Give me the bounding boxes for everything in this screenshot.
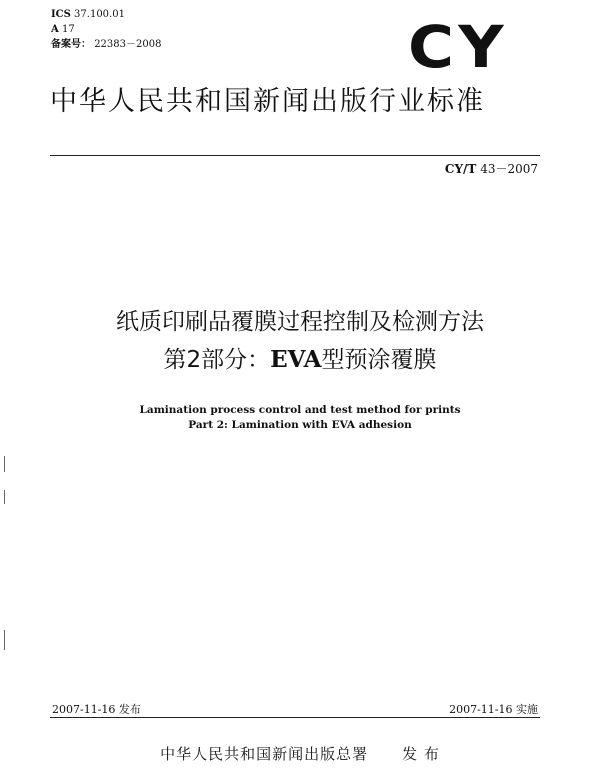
- footer-divider: [50, 717, 540, 718]
- header-title: 中华人民共和国新闻出版行业标准: [50, 86, 485, 117]
- standard-value: 43－2007: [480, 162, 538, 176]
- margin-mark: [4, 490, 5, 504]
- standard-number: [445, 160, 538, 177]
- title-en-line2: Part 2: Lamination with EVA adhesion: [188, 419, 412, 431]
- publisher-action: 发 布: [402, 745, 440, 763]
- issue-date: 2007-11-16 发布: [52, 703, 141, 716]
- publisher-name: 中华人民共和国新闻出版总署: [160, 745, 369, 763]
- margin-mark: [4, 630, 5, 650]
- record-label: 备案号：: [51, 39, 91, 50]
- title-en-line1: Lamination process control and test method for prints: [139, 404, 461, 416]
- standard-prefix: CY/T: [444, 162, 477, 176]
- implementation-date: 2007-11-16 实施: [449, 703, 538, 716]
- class-label: A: [51, 24, 59, 35]
- title-part-label: 第2部分：: [163, 347, 271, 373]
- header-divider: [50, 155, 540, 156]
- title-cn-line1: 纸质印刷品覆膜过程控制及检测方法: [116, 309, 484, 335]
- ics-code: [51, 8, 125, 21]
- title-eva: EVA: [270, 346, 322, 373]
- title-cn-line2: [0, 344, 600, 376]
- record-value: 22383－2008: [94, 39, 162, 50]
- margin-mark: [4, 456, 5, 472]
- title-part-name: 型预涂覆膜: [321, 347, 437, 373]
- cy-logo: CY: [408, 13, 508, 81]
- publisher: [0, 743, 600, 764]
- record-number: [51, 38, 161, 51]
- classification-code: [51, 23, 75, 36]
- ics-label: ICS: [51, 9, 71, 20]
- class-value: 17: [61, 24, 75, 35]
- ics-value: 37.100.01: [74, 9, 125, 20]
